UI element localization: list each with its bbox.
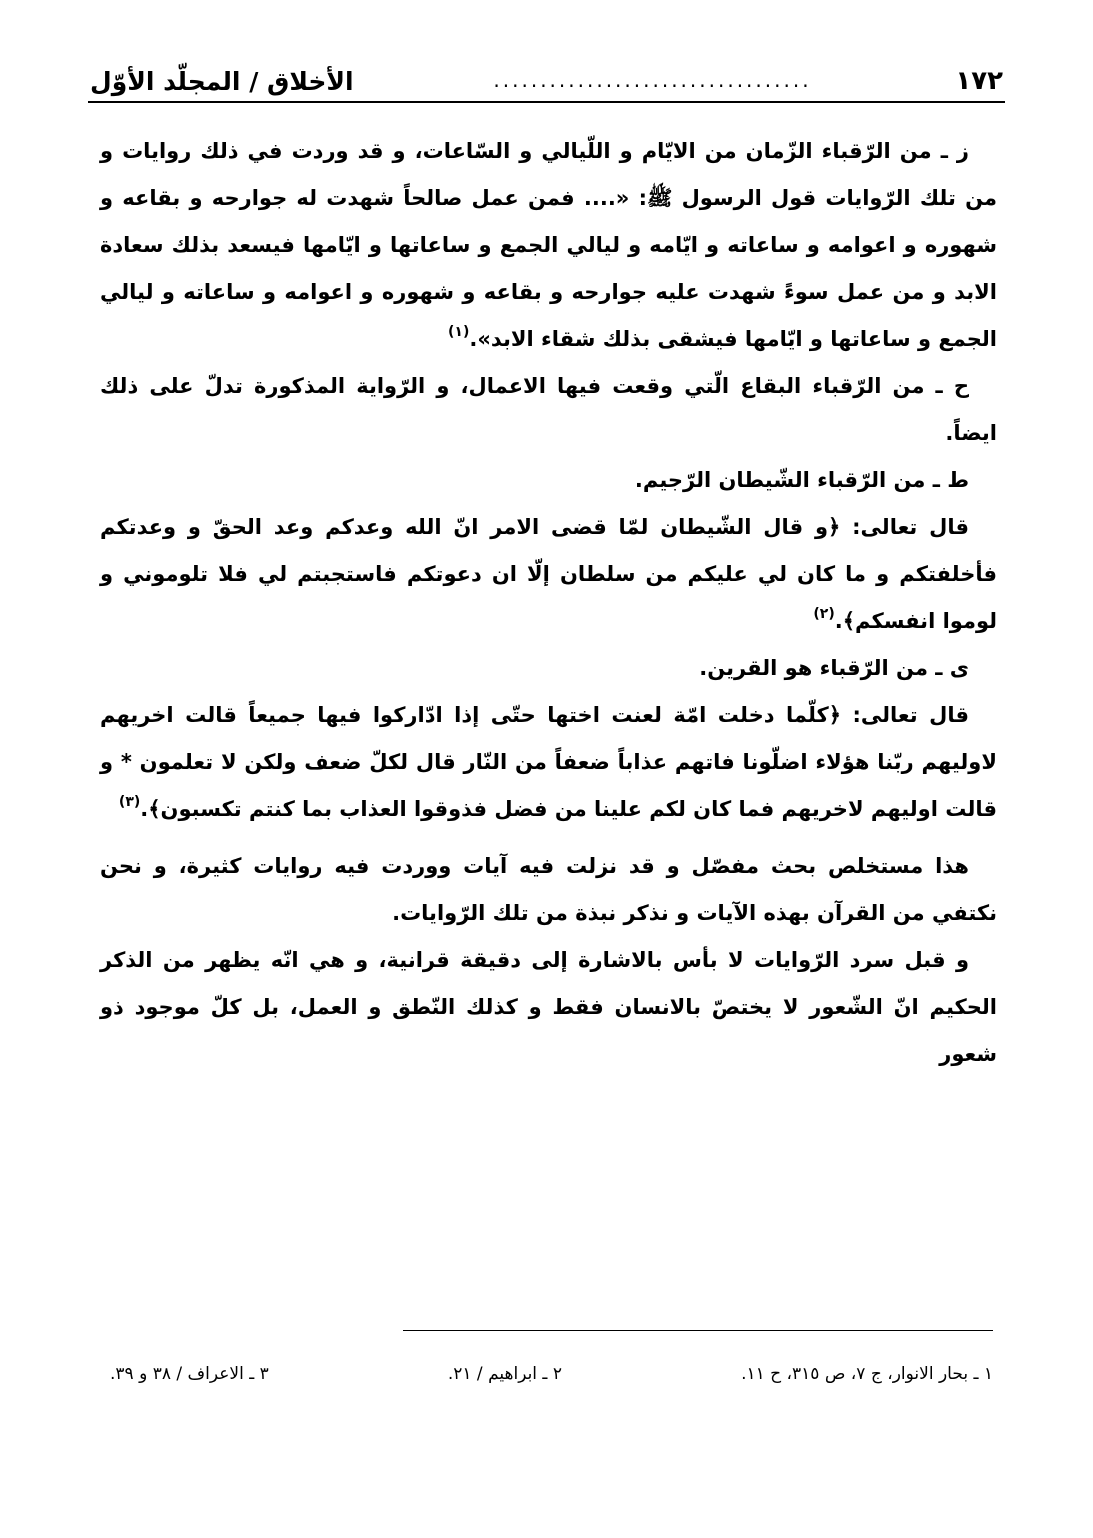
running-header	[90, 56, 1003, 96]
paragraph-y: ى ـ من الرّقباء هو القرين.	[699, 656, 969, 680]
book-title: الأخلاق / المجلّد الأوّل	[90, 67, 354, 96]
footnote-1: ١ ـ بحار الانوار، ج ٧، ص ٣١٥، ح ١١.	[741, 1364, 993, 1384]
footnote-3: ٣ ـ الاعراف / ٣٨ و ٣٩.	[110, 1364, 269, 1384]
page-number: ١٧٢	[955, 66, 1003, 96]
header-leader-dots: ..................................	[493, 70, 812, 92]
footnote-marker-2: (٢)	[813, 606, 835, 622]
paragraph-z	[100, 128, 997, 363]
paragraph-text: قال تعالى: ﴿كلّما دخلت امّة لعنت اختها حتّى إذا ادّاركوا فيها جميعاً قالت اخريهم لاوليهم ربّنا هؤلاء اضلّونا فاتهم عذاباً ضعفاً من النّار قال لكلّ ضعف ولكن لا تعلمون * و قالت اوليهم لاخريهم فما كان لكم علينا من فضل فذوقوا العذاب بما كنتم تكسبون﴾.	[100, 703, 997, 821]
footnote-marker-3: (٣)	[118, 794, 141, 810]
footnote-2: ٢ ـ ابراهيم / ٢١.	[447, 1364, 562, 1384]
paragraph-summary: هذا مستخلص بحث مفصّل و قد نزلت فيه آيات ووردت فيه روايات كثيرة، و نحن نكتفي من القرآن بهذه الآيات و نذكر نبذة من تلك الرّوايات.	[100, 854, 997, 925]
paragraph-t: ط ـ من الرّقباء الشّيطان الرّجيم.	[634, 468, 969, 492]
header-rule	[88, 101, 1005, 103]
paragraph-quran-araf	[100, 692, 997, 833]
paragraph-h: ح ـ من الرّقباء البقاع الّتي وقعت فيها الاعمال، و الرّواية المذكورة تدلّ على ذلك ايضاً.	[100, 374, 997, 445]
body-text	[100, 128, 997, 1078]
footnote-marker-1: (١)	[447, 324, 470, 340]
paragraph-text: قال تعالى: ﴿و قال الشّيطان لمّا قضى الامر انّ الله وعدكم وعد الحقّ و وعدتكم فأخلفتكم و ما كان لي عليكم من سلطان إلّا ان دعوتكم فاستجبتم لي فلا تلوموني و لوموا انفسكم﴾.	[100, 515, 997, 633]
paragraph-quranic-point: و قبل سرد الرّوايات لا بأس بالاشارة إلى دقيقة قرانية، و هي انّه يظهر من الذكر الحكيم انّ الشّعور لا يختصّ بالانسان فقط و كذلك النّطق و العمل، بل كلّ موجود ذو شعور	[100, 948, 997, 1066]
paragraph-text: ز ـ من الرّقباء الزّمان من الايّام و اللّيالي و السّاعات، و قد وردت في ذلك روايات و من تلك الرّوايات قول الرسول ﷺ: «.... فمن عمل صالحاً شهدت له جوارحه و بقاعه و شهوره و اعوامه و ساعاته و ايّامه و ليالي الجمع و ساعاتها و ايّامها فيسعد بذلك سعادة الابد و من عمل سوءً شهدت عليه جوارحه و بقاعه و شهوره و اعوامه و ساعاته و ليالي الجمع و ساعاتها و ايّامها فيشقى بذلك شقاء الابد».	[100, 139, 997, 351]
footnote-rule	[403, 1330, 993, 1331]
footnotes	[110, 1364, 993, 1384]
paragraph-quran-ibrahim	[100, 504, 997, 645]
